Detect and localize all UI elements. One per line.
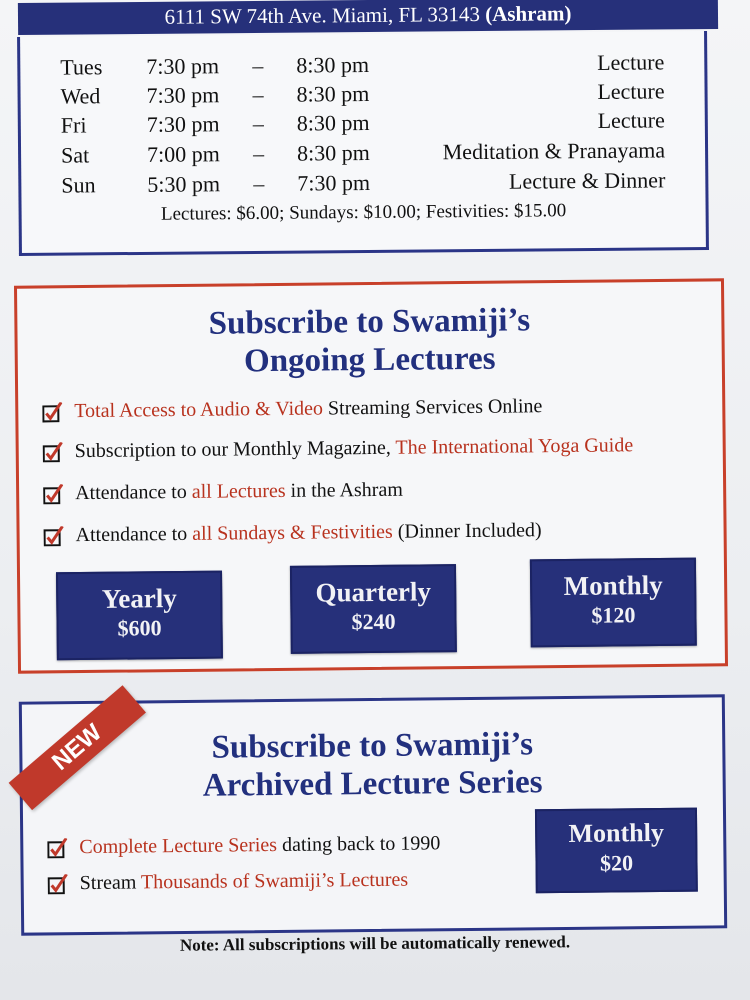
- address-text: 6111 SW 74th Ave. Miami, FL 33143: [164, 2, 480, 29]
- schedule-event: Lecture: [597, 107, 665, 133]
- feature-tail: (Dinner Included): [392, 519, 542, 543]
- feature-text: Attendance to: [75, 522, 193, 547]
- schedule-end: 8:30 pm: [296, 139, 370, 166]
- plan-name: Monthly: [568, 817, 665, 848]
- schedule-box: [17, 31, 709, 256]
- new-badge: NEW: [9, 685, 146, 810]
- schedule-row: [21, 167, 705, 203]
- schedule-end: 8:30 pm: [296, 109, 370, 136]
- feature-highlight: all Sundays & Festivities: [192, 520, 393, 545]
- schedule-start: 7:30 pm: [146, 111, 220, 137]
- plan-name: Quarterly: [315, 576, 432, 608]
- plan-price: $120: [591, 602, 636, 628]
- ongoing-title-line1: Subscribe to Swamiji’s: [208, 302, 531, 342]
- checkbox-icon: [48, 874, 68, 894]
- archived-title-line1: Subscribe to Swamiji’s: [211, 726, 534, 766]
- checkbox-icon: [43, 484, 63, 504]
- schedule-day: Wed: [60, 83, 101, 109]
- schedule-day: Sat: [60, 142, 90, 168]
- archived-subscription-box: [19, 694, 727, 935]
- feature-highlight: The International Yoga Guide: [395, 434, 634, 459]
- schedule-end: 8:30 pm: [296, 80, 370, 107]
- plan-quarterly-button[interactable]: [290, 564, 457, 654]
- schedule-day: Tues: [60, 54, 103, 80]
- schedule-event: Lecture: [597, 78, 665, 104]
- feature-tail: in the Ashram: [285, 478, 403, 502]
- schedule-dash: –: [252, 52, 264, 78]
- plan-price: $240: [351, 608, 396, 635]
- address-tag: (Ashram): [485, 1, 572, 26]
- archived-title: [22, 723, 723, 806]
- schedule-dash: –: [252, 81, 264, 107]
- renewal-note: Note: All subscriptions will be automatically renewed.: [179, 932, 571, 955]
- address-banner: [18, 0, 718, 35]
- schedule-start: 5:30 pm: [147, 171, 221, 197]
- schedule-day: Fri: [60, 112, 87, 138]
- plan-monthly-button[interactable]: [530, 558, 697, 648]
- feature-highlight: Complete Lecture Series: [79, 834, 278, 859]
- checkbox-icon: [42, 402, 62, 422]
- schedule-event: Meditation & Pranayama: [442, 137, 666, 165]
- schedule-start: 7:00 pm: [146, 141, 220, 167]
- feature-text: dating back to 1990: [276, 832, 441, 857]
- ongoing-subscription-box: [14, 278, 728, 673]
- feature-text: Stream: [79, 871, 142, 895]
- schedule-end: 8:30 pm: [296, 51, 370, 78]
- schedule-event: Lecture: [597, 49, 665, 75]
- schedule-day: Sun: [61, 172, 96, 198]
- feature-highlight: Thousands of Swamiji’s Lectures: [140, 868, 409, 894]
- checkbox-icon: [47, 838, 67, 858]
- schedule-event: Lecture & Dinner: [508, 167, 666, 194]
- schedule-dash: –: [253, 170, 265, 196]
- feature-text: Attendance to: [75, 480, 192, 505]
- plan-name: Yearly: [101, 583, 177, 614]
- archived-monthly-button[interactable]: [535, 808, 698, 894]
- feature-text: Subscription to our Monthly Magazine,: [74, 436, 396, 463]
- schedule-end: 7:30 pm: [297, 169, 371, 196]
- plan-price: $20: [599, 850, 634, 876]
- schedule-start: 7:30 pm: [146, 53, 220, 79]
- archived-title-line2: Archived Lecture Series: [202, 764, 543, 804]
- schedule-start: 7:30 pm: [146, 82, 220, 108]
- plan-name: Monthly: [563, 569, 663, 601]
- feature-highlight: Total Access to Audio & Video: [74, 397, 324, 423]
- schedule-dash: –: [252, 140, 265, 166]
- ongoing-title: [17, 299, 722, 382]
- schedule-prices: Lectures: $6.00; Sundays: $10.00; Festivities: $15.00: [160, 200, 567, 225]
- schedule-dash: –: [252, 110, 264, 136]
- feature-highlight: all Lectures: [191, 479, 286, 503]
- plan-yearly-button[interactable]: [56, 571, 223, 661]
- feature-text: Streaming Services Online: [322, 395, 543, 420]
- checkbox-icon: [44, 526, 64, 546]
- checkbox-icon: [43, 442, 63, 462]
- ongoing-title-line2: Ongoing Lectures: [243, 340, 496, 380]
- plan-price: $600: [117, 615, 162, 641]
